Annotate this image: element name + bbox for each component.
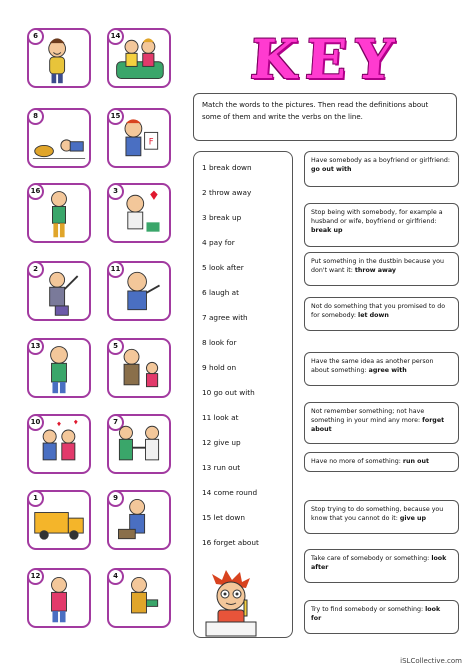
cartoon-man-searching-floor-illustration <box>29 110 89 166</box>
definition-text: Not remember something; not have something in your mind any more: <box>311 408 425 424</box>
definition-box <box>304 500 459 534</box>
list-item: 16 forget about <box>202 538 259 547</box>
picture-card <box>27 568 91 628</box>
definition-answer: let down <box>358 312 389 319</box>
picture-card <box>27 414 91 474</box>
card-number: 16 <box>27 183 44 200</box>
card-number: 1 <box>27 490 44 507</box>
definition-answer: look after <box>311 555 447 571</box>
cartoon-laughing-man-illustration <box>29 30 89 86</box>
picture-card <box>107 28 171 88</box>
definition-box <box>304 297 459 331</box>
definition-text: Put something in the dustbin because you don't want it: <box>311 258 444 274</box>
cartoon-man-throwing-away-illustration <box>29 263 89 319</box>
definition-text: Try to find somebody or something: <box>311 606 426 613</box>
card-number: 4 <box>107 568 124 585</box>
picture-card <box>107 183 171 243</box>
card-number: 2 <box>27 261 44 278</box>
cartoon-worried-man-illustration <box>29 340 89 396</box>
card-number: 6 <box>27 28 44 45</box>
picture-card <box>107 568 171 628</box>
definition-box <box>304 549 459 583</box>
card-number: 7 <box>107 414 124 431</box>
picture-card <box>107 261 171 321</box>
definition-box <box>304 151 459 187</box>
list-item: 11 look at <box>202 413 239 422</box>
list-item: 5 look after <box>202 263 244 272</box>
picture-card <box>27 338 91 398</box>
picture-card <box>107 490 171 550</box>
definition-box <box>304 252 459 286</box>
definition-text: Not do something that you promised to do for somebody: <box>311 303 446 319</box>
list-item: 12 give up <box>202 438 241 447</box>
list-item: 6 laugh at <box>202 288 239 297</box>
cartoon-man-on-phone-illustration <box>109 492 169 548</box>
definition-box <box>304 352 459 386</box>
cartoon-man-looking-illustration <box>109 263 169 319</box>
list-item: 10 go out with <box>202 388 255 397</box>
definition-answer: look for <box>311 606 441 622</box>
list-item: 8 look for <box>202 338 237 347</box>
definition-answer: agree with <box>368 367 407 374</box>
list-item: 14 come round <box>202 488 258 497</box>
definition-box <box>304 452 459 472</box>
picture-card <box>27 28 91 88</box>
cartoon-couple-on-sofa-illustration <box>109 30 169 86</box>
definition-answer: run out <box>402 458 429 465</box>
card-number: 11 <box>107 261 124 278</box>
definition-box <box>304 402 459 444</box>
definition-answer: go out with <box>311 166 352 173</box>
definition-text: Take care of somebody or something: <box>311 555 432 562</box>
definition-answer: give up <box>399 515 427 522</box>
cartoon-man-giving-up-illustration <box>29 570 89 626</box>
card-number: 14 <box>107 28 124 45</box>
list-item: 13 run out <box>202 463 241 472</box>
page-title: KEY <box>248 27 404 91</box>
cartoon-disappointed-man-illustration <box>29 185 89 241</box>
definition-answer: break up <box>311 227 343 234</box>
list-item: 4 pay for <box>202 238 235 247</box>
svg-text:F: F <box>148 136 154 147</box>
definition-text: Stop being with somebody, for example a husband or wife, boyfriend or girlfriend: <box>311 209 443 225</box>
card-number: 13 <box>27 338 44 355</box>
cartoon-boy-with-bad-grade-illustration <box>109 110 169 166</box>
picture-card <box>27 261 91 321</box>
definition-text: Have the same idea as another person about something: <box>311 358 434 374</box>
definition-text: Stop trying to do something, because you know that you cannot do it: <box>311 506 444 522</box>
definition-box <box>304 600 459 634</box>
list-item: 7 agree with <box>202 313 248 322</box>
card-number: 15 <box>107 108 124 125</box>
list-item: 15 let down <box>202 513 245 522</box>
card-number: 3 <box>107 183 124 200</box>
card-number: 10 <box>27 414 44 431</box>
cartoon-man-paying-illustration <box>109 570 169 626</box>
card-number: 9 <box>107 490 124 507</box>
card-number: 5 <box>107 338 124 355</box>
definition-box <box>304 203 459 247</box>
picture-card <box>27 183 91 243</box>
definition-text: Have somebody as a boyfriend or girlfriend: <box>311 157 450 164</box>
cartoon-heartbroken-man-illustration <box>109 185 169 241</box>
instructions-text: Match the words to the pictures. Then read the definitions about some of them and write the verbs on the line. <box>202 101 429 121</box>
instructions-box <box>193 93 457 141</box>
cartoon-handshake-illustration <box>109 416 169 472</box>
cartoon-boy-illustration <box>200 570 262 640</box>
list-item: 1 break down <box>202 163 252 172</box>
phrasal-verbs-list <box>193 151 293 638</box>
list-item: 2 throw away <box>202 188 252 197</box>
cartoon-broken-down-truck-illustration <box>29 492 89 548</box>
picture-card <box>107 414 171 474</box>
definition-answer: throw away <box>354 267 397 274</box>
cartoon-couple-in-love-illustration <box>29 416 89 472</box>
definition-answer: forget about <box>311 417 445 433</box>
picture-card <box>107 108 171 168</box>
picture-card <box>27 490 91 550</box>
watermark: iSLCollective.com <box>400 657 462 665</box>
cartoon-grandparent-with-child-illustration <box>109 340 169 396</box>
definition-text: Have no more of something: <box>311 458 403 465</box>
picture-card <box>107 338 171 398</box>
list-item: 9 hold on <box>202 363 237 372</box>
list-item: 3 break up <box>202 213 242 222</box>
picture-card <box>27 108 91 168</box>
card-number: 8 <box>27 108 44 125</box>
card-number: 12 <box>27 568 44 585</box>
